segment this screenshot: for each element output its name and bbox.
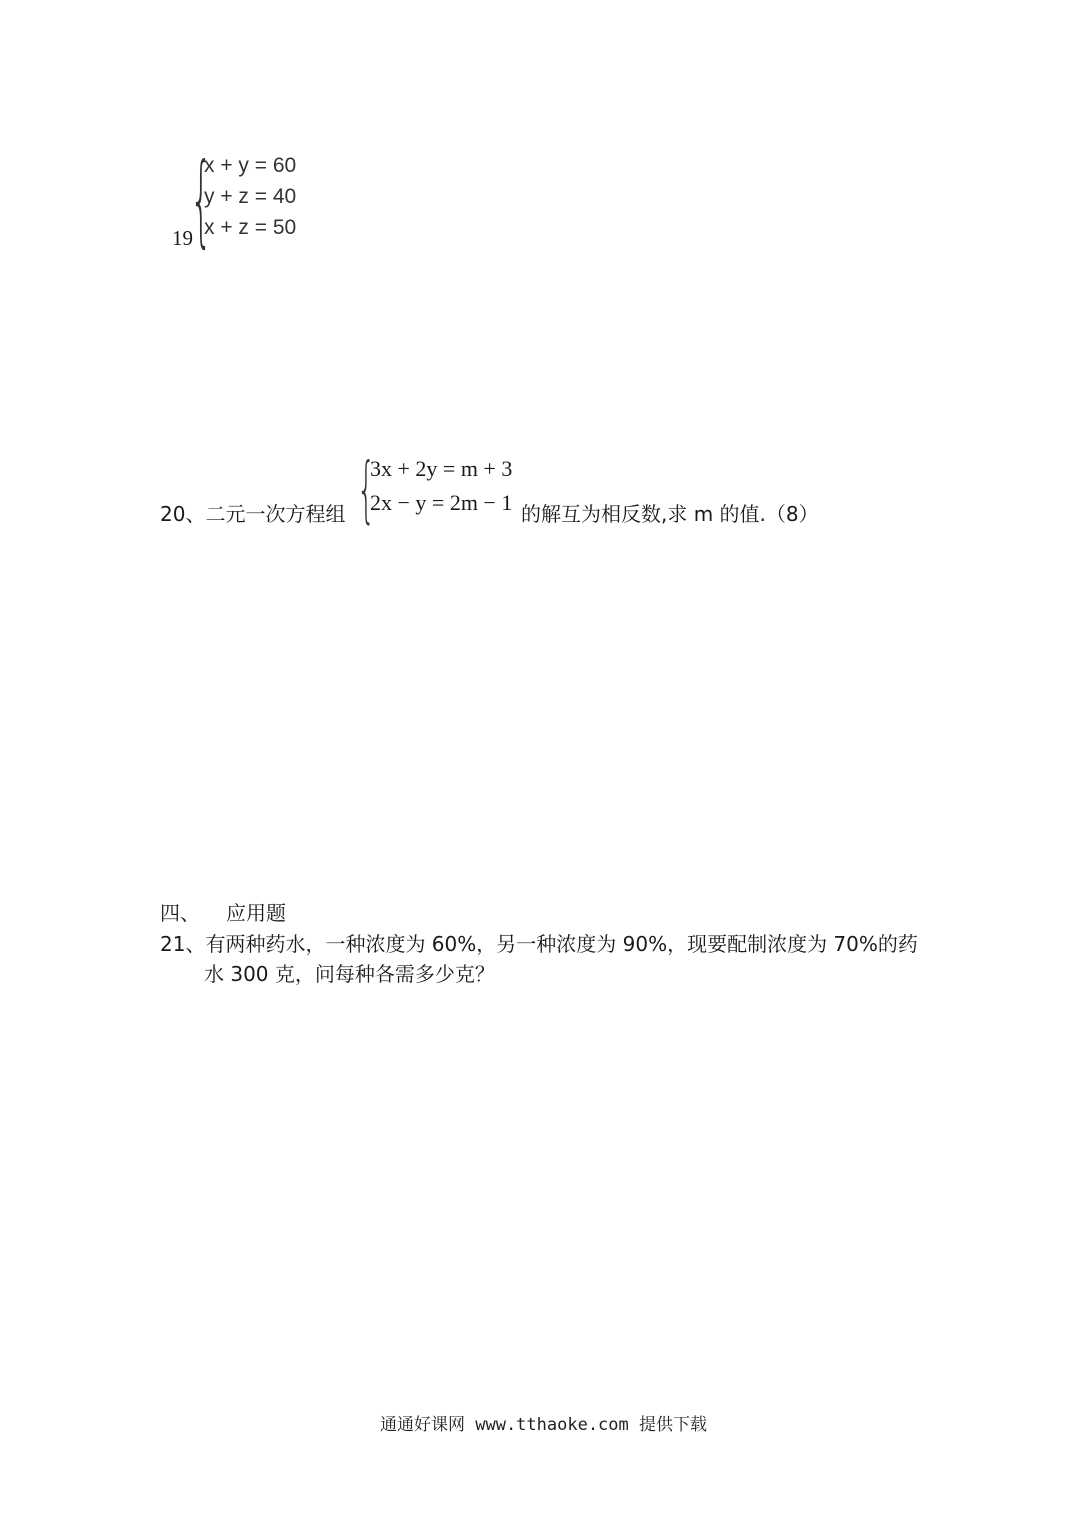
equation-20-1: 3x + 2y = m + 3 [370,456,513,481]
equation-19-2: y + z = 40 [204,185,297,208]
problem-21-line-2: 水 300 克，问每种各需多少克？ [204,962,495,986]
problem-20-prefix: 20、二元一次方程组 [160,502,346,526]
equation-19-3: x + z = 50 [204,216,297,239]
problem-19-number: 19 [172,226,193,250]
equation-19-1: x + y = 60 [204,154,297,177]
section-title: 应用题 [226,901,286,925]
left-brace-icon: { [357,447,376,531]
equation-system-20 [370,452,512,520]
problem-21-line-1: 21、有两种药水，一种浓度为 60%，另一种浓度为 90%，现要配制浓度为 70%的药 [160,932,918,956]
problem-20-suffix: 的解互为相反数,求 m 的值.（8） [521,502,819,526]
section-number: 四、 [160,901,200,925]
page-footer: 通通好课网 www.tthaoke.com 提供下载 [380,1415,707,1435]
equation-system-19 [204,150,296,243]
left-brace-icon: { [190,141,213,258]
equation-20-2: 2x − y = 2m − 1 [370,490,513,515]
